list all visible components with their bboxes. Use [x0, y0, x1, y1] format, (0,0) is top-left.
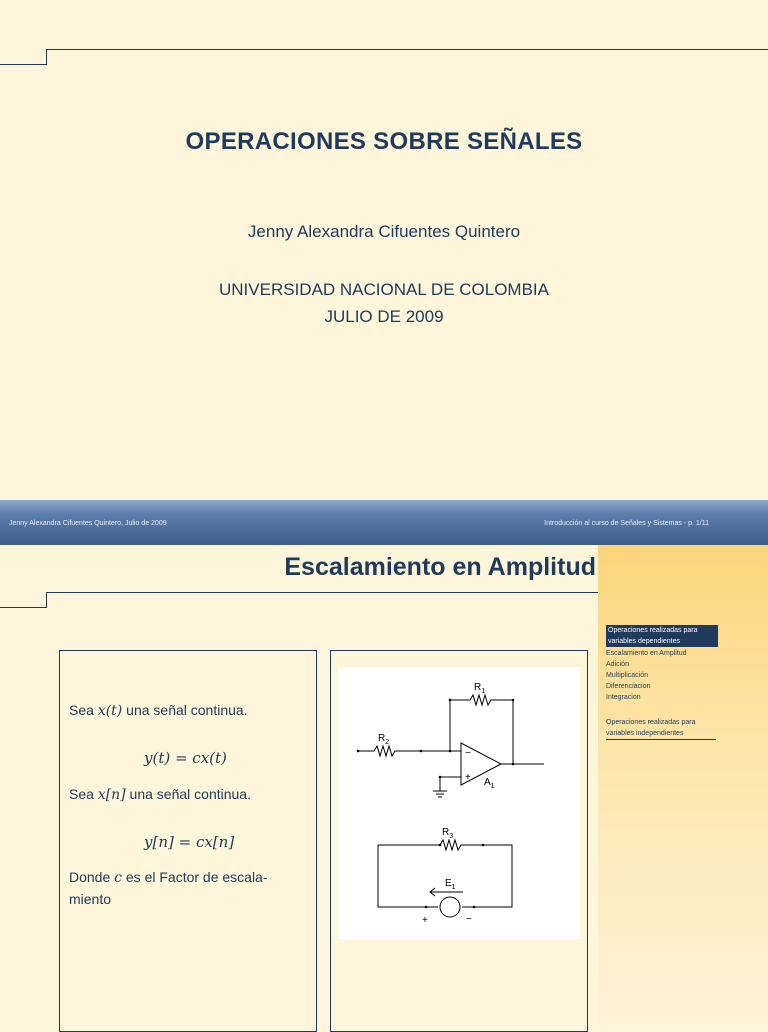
text-sea: Sea: [69, 786, 98, 802]
circuit-box: [330, 650, 588, 1032]
text-donde: Donde: [69, 869, 115, 885]
terminal-dot: [425, 906, 428, 909]
circuit-diagram: [338, 667, 580, 939]
label-inverting: −: [465, 748, 471, 759]
institution-name: UNIVERSIDAD NACIONAL DE COLOMBIA: [219, 280, 549, 299]
nav-section-independent[interactable]: [606, 717, 716, 740]
label-r1: $R_1$: [474, 682, 486, 695]
corner-rule-vertical: [46, 49, 47, 65]
label-source-minus: −: [466, 914, 472, 925]
terminal-dot: [357, 750, 360, 753]
wire-noninverting-input: [440, 777, 461, 791]
top-rule: [46, 49, 768, 50]
nav-item-integracion[interactable]: Integracion: [606, 694, 641, 701]
resistor-r2: [358, 746, 421, 756]
terminal-dot: [473, 906, 476, 909]
definition-line-continuous: [69, 699, 248, 722]
definition-line-factor-cont: miento: [69, 891, 112, 907]
ground-icon: [433, 791, 447, 797]
slide-footer: [0, 500, 768, 545]
label-r3: $R_3$: [442, 827, 454, 840]
text-continua: una señal continua.: [122, 702, 248, 718]
nav-section-dependent[interactable]: [606, 625, 718, 647]
nav-section-dependent-line1: Operaciones realizadas para: [608, 627, 698, 634]
corner-rule-horizontal: [0, 64, 47, 65]
institution-block: [0, 276, 768, 330]
label-r2: $R_2$: [378, 733, 390, 746]
terminal-dot: [420, 750, 423, 753]
label-noninverting: +: [465, 772, 471, 783]
corner-rule-horizontal: [0, 607, 47, 608]
title-slide: [0, 0, 768, 500]
terminal-dot: [449, 699, 452, 702]
nav-item-adicion[interactable]: Adición: [606, 661, 629, 668]
nav-section-dependent-line2: variables dependientes: [608, 638, 680, 645]
navigation-sidebar: [598, 545, 768, 1024]
definition-box: [59, 650, 317, 1032]
voltage-source-e1: [440, 897, 460, 917]
nav-section-independent-line2: variables independientes: [606, 730, 684, 737]
content-slide: [0, 545, 768, 1024]
nav-item-multiplicacion[interactable]: Multiplicación: [606, 672, 649, 679]
author-name: Jenny Alexandra Cifuentes Quintero: [247, 222, 521, 241]
nav-section-independent-line1: Operaciones realizadas para: [606, 719, 696, 726]
resistor-r3-loop: [378, 840, 512, 907]
text-continua: una señal continua.: [125, 786, 251, 802]
terminal-dot: [439, 776, 442, 779]
corner-rule-vertical: [46, 592, 47, 608]
nav-item-escalamiento[interactable]: Escalamiento en Amplitud: [606, 650, 687, 657]
label-a1: $A_1$: [484, 777, 495, 790]
terminal-dot: [482, 844, 485, 847]
arrow-left-icon: [430, 888, 463, 896]
terminal-dot: [449, 750, 452, 753]
text-factor: es el Factor de escala-: [122, 869, 268, 885]
definition-line-discrete: [69, 783, 251, 806]
top-rule: [46, 592, 598, 593]
equation-discrete: y[n] = cx[n]: [144, 833, 235, 851]
label-source-plus: +: [422, 915, 428, 926]
label-e1: $E_1$: [445, 878, 456, 891]
wire-loop-left: [378, 845, 438, 907]
presentation-title: OPERACIONES SOBRE SEÑALES: [185, 128, 583, 155]
terminal-dot: [439, 844, 442, 847]
definition-line-factor: [69, 866, 268, 889]
nav-item-diferenciacion[interactable]: Diferenciacion: [606, 683, 651, 690]
terminal-dot: [512, 763, 515, 766]
math-xn: x[n]: [97, 787, 126, 803]
text-sea: Sea: [69, 702, 98, 718]
slide-title: Escalamiento en Amplitud: [284, 553, 596, 581]
presentation-date: JULIO DE 2009: [324, 307, 444, 326]
footer-course-page: Introducción al curso de Señales y Sistemas - p. 1/11: [544, 520, 709, 527]
math-c: c: [114, 870, 122, 886]
math-xt: x(t): [97, 703, 123, 719]
terminal-dot: [512, 699, 515, 702]
footer-author-date: Jenny Alexandra Cifuentes Quintero, Julio de 2009: [9, 520, 167, 527]
equation-continuous: y(t) = cx(t): [144, 749, 227, 767]
